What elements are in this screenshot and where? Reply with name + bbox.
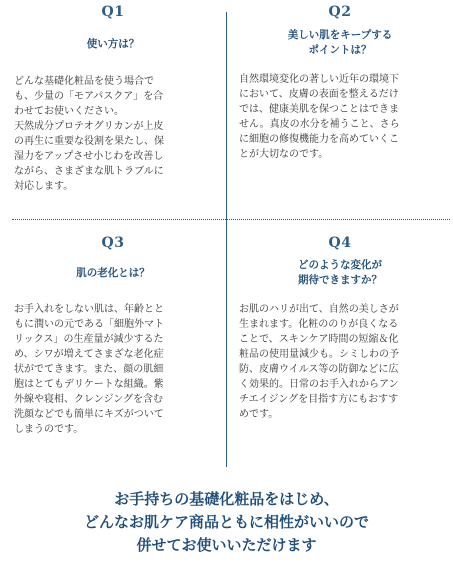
answer-line: め、シワが増えてさまざな老化症 (14, 349, 164, 360)
answer-line: 対応します。 (14, 181, 74, 192)
answer-line: しまうのです。 (14, 424, 84, 435)
answer-line: リックス」の生産量が減少するた (14, 334, 164, 345)
answer-line: せん。真皮の水分を補うこと、さら (239, 119, 400, 130)
question-title-line: 肌の老化とは？ (76, 267, 150, 279)
question-number: Q4 (328, 235, 352, 251)
question-title (0, 37, 226, 52)
question-title-line: ポイントは？ (308, 44, 372, 56)
answer-line: 外線や寝相、クレンジングを含む (14, 394, 164, 405)
question-number: Q2 (328, 4, 352, 20)
answer-line: お肌のハリが出て、自然の美しさが (239, 304, 399, 315)
answer-line: 洗顔などでも簡単にキズがついて (14, 409, 164, 420)
answer-line: 湿力をアップさせ小じわを改善し (14, 151, 164, 162)
answer-line: 防、皮膚ウイルス等の防御などに広 (239, 364, 399, 375)
answer-text (0, 74, 226, 194)
answer-line: 天然成分プロテオグリカンが上皮 (14, 121, 164, 132)
answer-line: 状がでてきます。また、顔の肌細 (14, 364, 164, 375)
answer-text (0, 302, 226, 437)
answer-line: の再生に重要な役割を果たし、保 (14, 136, 164, 147)
answer-line: も、少量の「モアパスクア」を合 (14, 91, 164, 102)
answer-line: に細胞の修復機能力を高めていくこ (239, 134, 399, 145)
answer-line: めです。 (239, 409, 279, 420)
answer-line: ことで、スキンケア時間の短縮＆化 (239, 334, 399, 345)
horizontal-dotted-divider (12, 219, 450, 220)
answer-line: 自然環境変化の著しい近年の環境下 (239, 74, 399, 85)
answer-line: く効果的。日常のお手入れからアン (239, 379, 399, 390)
answer-line: とが大切なのです。 (239, 149, 329, 160)
answer-line: お手入れをしない肌は、年齢とと (14, 304, 164, 315)
question-title-line: 美しい肌をキープする (287, 29, 393, 41)
closing-message-line: どんなお肌ケア商品ともに相性がいいので (83, 513, 369, 531)
question-title-line: どのような変化が (298, 259, 382, 271)
answer-line: 粧品の使用量減少も。シミしわの予 (239, 349, 399, 360)
faq-q4 (227, 231, 453, 422)
faq-q1 (0, 0, 226, 194)
answer-line: わせてお使いください。 (14, 106, 124, 117)
question-number: Q3 (101, 235, 125, 251)
closing-message-line: 併せてお使いいただけます (136, 536, 317, 554)
faq-q3 (0, 231, 226, 437)
faq-q2 (227, 0, 453, 162)
question-title-line: 期待できますか？ (298, 274, 382, 286)
answer-line: チエイジングを目指す方にもおすす (239, 394, 399, 405)
answer-line: では、健康美肌を保つことはできま (239, 104, 399, 115)
answer-line: 胞はとてもデリケートな組織。紫 (14, 379, 164, 390)
vertical-divider (226, 12, 227, 467)
question-title (227, 258, 453, 288)
answer-text (227, 72, 453, 162)
question-number: Q1 (101, 4, 125, 20)
answer-line: 生まれます。化粧ののりが良くなる (239, 319, 399, 330)
question-title (0, 266, 226, 281)
answer-line: において、皮膚の表面を整えるだけ (239, 89, 399, 100)
closing-message-line: お手持ちの基礎化粧品をはじめ、 (114, 490, 339, 508)
closing-message (0, 488, 453, 557)
question-title (227, 28, 453, 58)
answer-line: ながら、さまざまな肌トラブルに (14, 166, 164, 177)
question-title-line: 使い方は？ (86, 38, 140, 50)
answer-line: どんな基礎化粧品を使う場合で (14, 76, 154, 87)
answer-text (227, 302, 453, 422)
answer-line: もに潤いの元である「細胞外マト (14, 319, 164, 330)
